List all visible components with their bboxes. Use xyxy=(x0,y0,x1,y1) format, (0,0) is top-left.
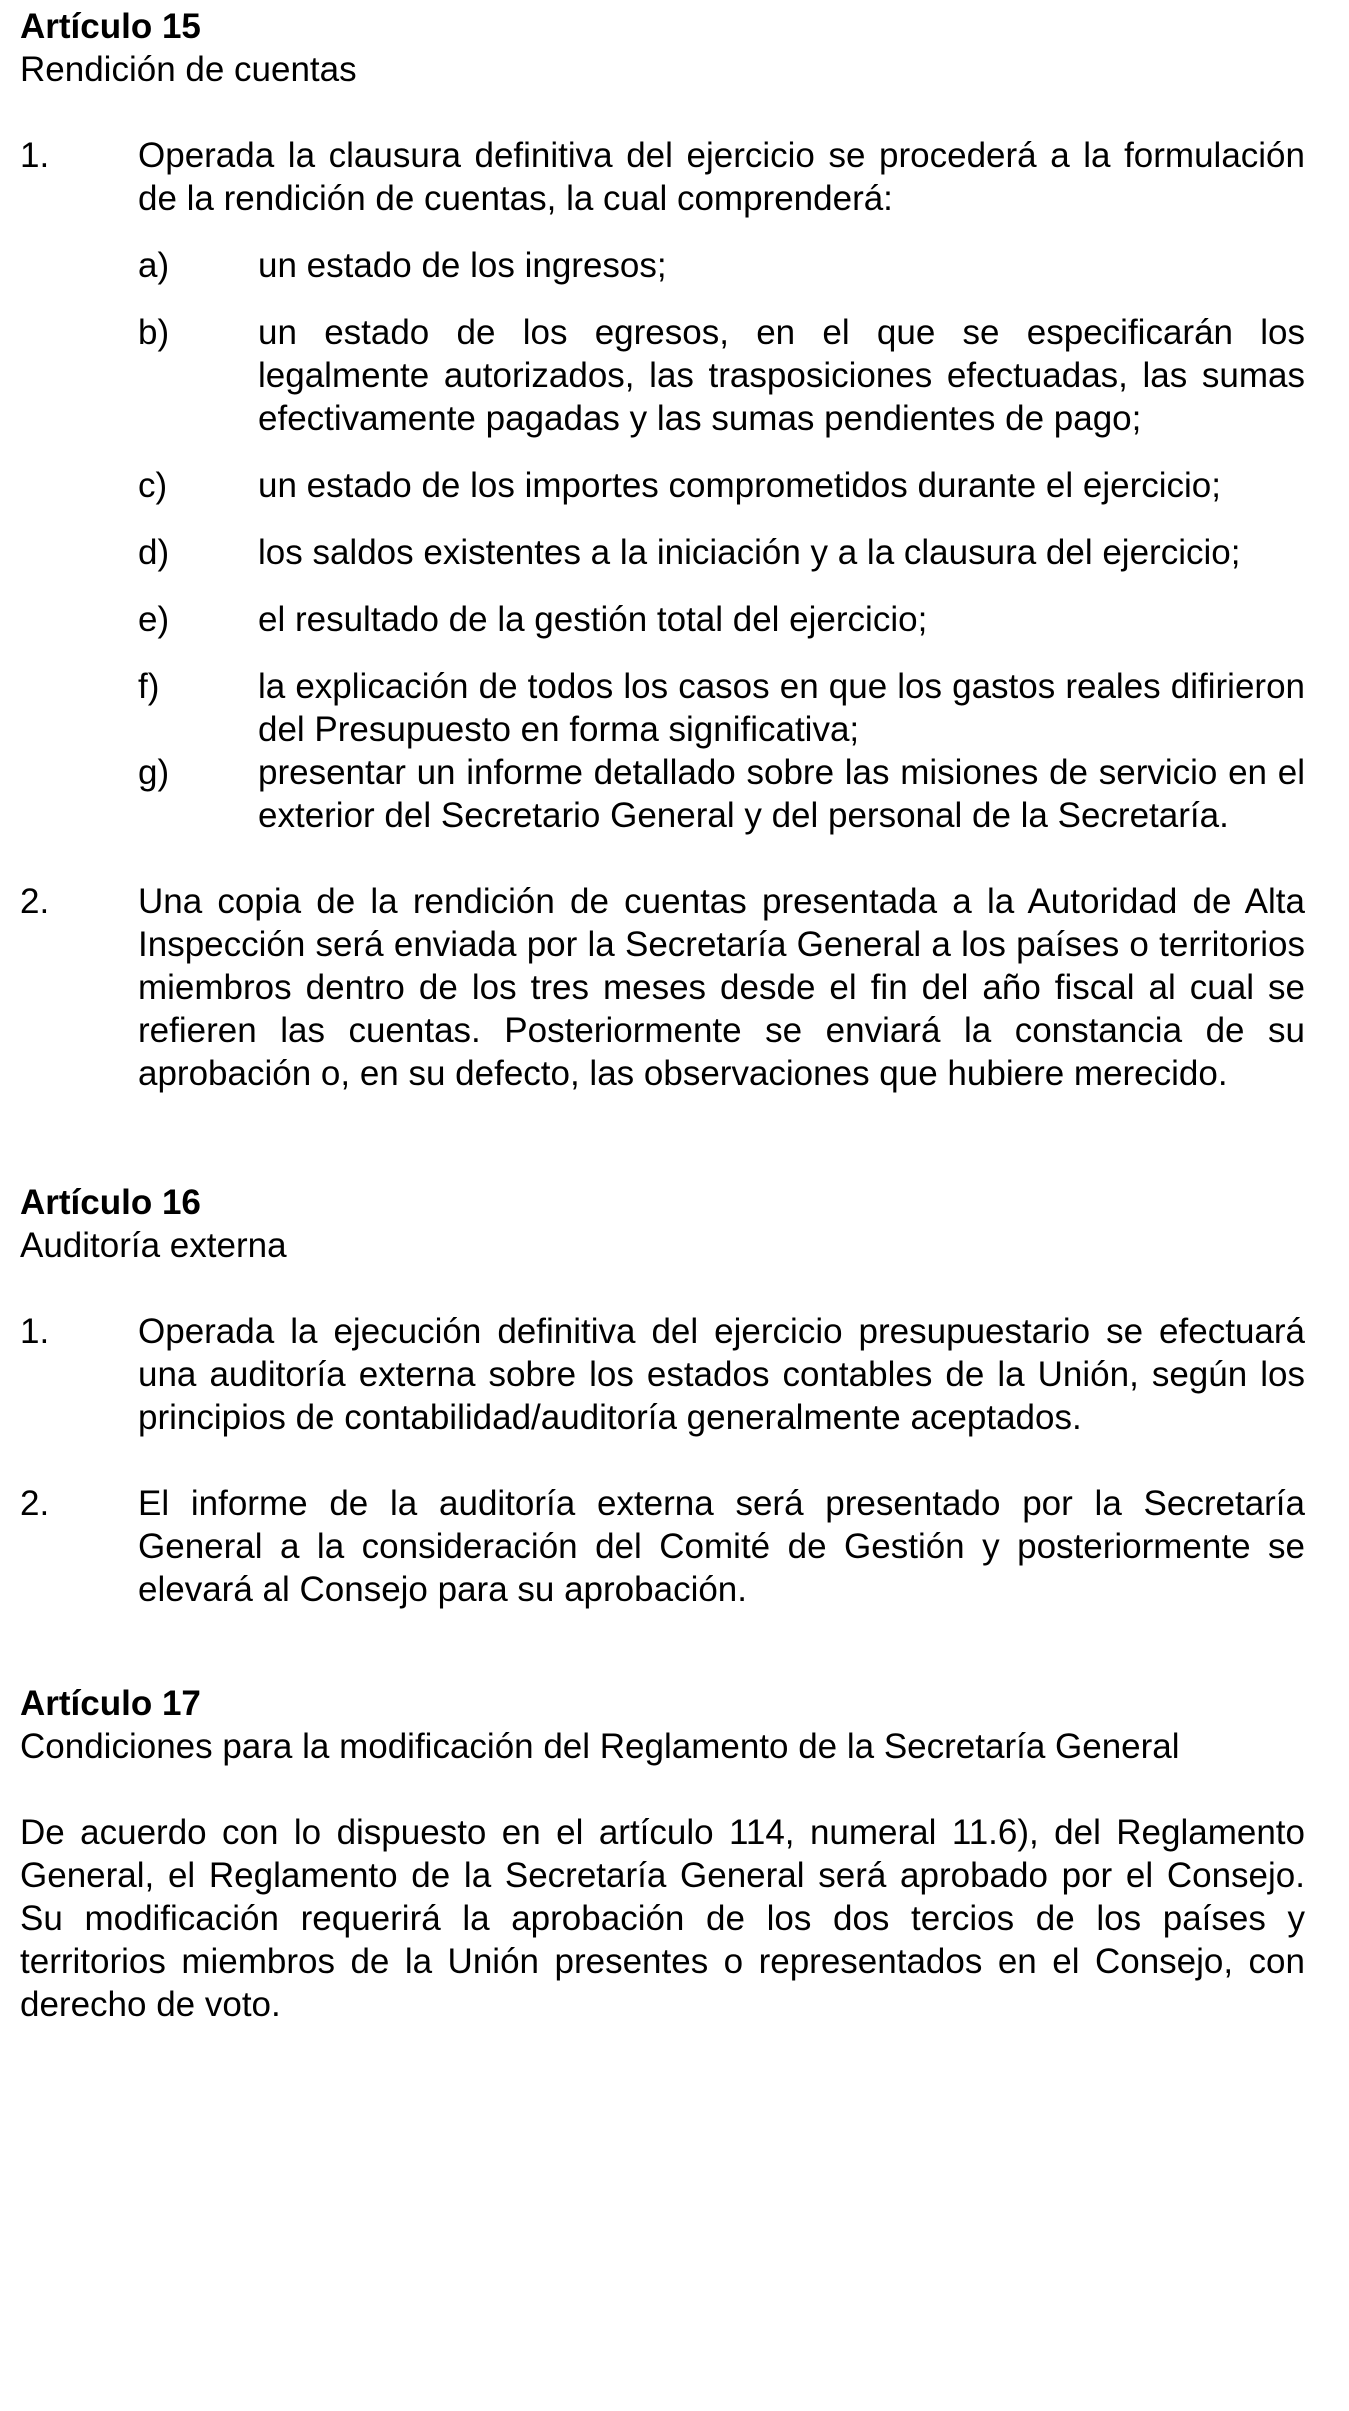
list-item-a xyxy=(20,244,1305,287)
list-item-text: los saldos existentes a la iniciación y a la clausura del ejercicio; xyxy=(258,533,1241,572)
article-16-paragraph-2 xyxy=(20,1482,1305,1611)
paragraph-text: El informe de la auditoría externa será presentado por la Secretaría General a la consideración del Comité de Gestión y posteriormente se elevará al Consejo para su aprobación. xyxy=(138,1484,1305,1609)
document-page xyxy=(20,0,1305,2026)
paragraph-text: Operada la ejecución definitiva del ejercicio presupuestario se efectuará una auditoría externa sobre los estados contables de la Unión, según los principios de contabilidad/auditoría generalmente aceptados. xyxy=(138,1312,1305,1437)
list-item-letter: b) xyxy=(138,313,170,352)
list-item-g xyxy=(20,751,1305,837)
article-15-paragraph-1 xyxy=(20,134,1305,220)
list-item-b xyxy=(20,311,1305,440)
article-15 xyxy=(20,5,1305,1095)
article-17 xyxy=(20,1682,1305,2026)
list-item-letter: g) xyxy=(138,753,170,792)
list-item-e xyxy=(20,598,1305,641)
paragraph-number: 2. xyxy=(20,882,50,921)
list-item-letter: e) xyxy=(138,600,170,639)
article-16-paragraph-1 xyxy=(20,1310,1305,1439)
list-item-text: un estado de los ingresos; xyxy=(258,246,667,285)
paragraph-text: Operada la clausura definitiva del ejercicio se procederá a la formulación de la rendición de cuentas, la cual comprenderá: xyxy=(138,136,1305,218)
article-17-subtitle: Condiciones para la modificación del Reglamento de la Secretaría General xyxy=(20,1727,1180,1766)
article-15-subtitle: Rendición de cuentas xyxy=(20,50,357,89)
article-15-title: Artículo 15 xyxy=(20,7,201,46)
list-item-text: presentar un informe detallado sobre las misiones de servicio en el exterior del Secretario General y del personal de la Secretaría. xyxy=(258,753,1305,835)
article-17-title: Artículo 17 xyxy=(20,1684,201,1723)
list-item-letter: c) xyxy=(138,466,168,505)
list-item-letter: f) xyxy=(138,667,160,706)
article-16-title: Artículo 16 xyxy=(20,1183,201,1222)
article-16-subtitle: Auditoría externa xyxy=(20,1226,287,1265)
list-item-text: un estado de los importes comprometidos durante el ejercicio; xyxy=(258,466,1221,505)
paragraph-number: 1. xyxy=(20,1312,50,1351)
paragraph-number: 2. xyxy=(20,1484,50,1523)
list-item-c xyxy=(20,464,1305,507)
list-item-d xyxy=(20,531,1305,574)
list-item-letter: d) xyxy=(138,533,170,572)
paragraph-text: Una copia de la rendición de cuentas presentada a la Autoridad de Alta Inspección será enviada por la Secretaría General a los países o territorios miembros dentro de los tres meses desde el fin del año fiscal al cual se refieren las cuentas. Posteriormente se enviará la constancia de su aprobación o, en su defecto, las observaciones que hubiere merecido. xyxy=(138,882,1305,1093)
list-item-f xyxy=(20,665,1305,751)
list-item-text: un estado de los egresos, en el que se especificarán los legalmente autorizados, las trasposiciones efectuadas, las sumas efectivamente pagadas y las sumas pendientes de pago; xyxy=(258,313,1305,438)
list-item-letter: a) xyxy=(138,246,170,285)
article-16 xyxy=(20,1181,1305,1611)
article-15-paragraph-2 xyxy=(20,880,1305,1095)
paragraph-number: 1. xyxy=(20,136,50,175)
list-item-text: el resultado de la gestión total del ejercicio; xyxy=(258,600,928,639)
list-item-text: la explicación de todos los casos en que los gastos reales difirieron del Presupuesto en forma significativa; xyxy=(258,667,1305,749)
article-17-paragraph: De acuerdo con lo dispuesto en el artículo 114, numeral 11.6), del Reglamento General, el Reglamento de la Secretaría General será aprobado por el Consejo. Su modificación requerirá la aprobación de los dos tercios de los países y territorios miembros de la Unión presentes o representados en el Consejo, con derecho de voto. xyxy=(20,1813,1305,2024)
